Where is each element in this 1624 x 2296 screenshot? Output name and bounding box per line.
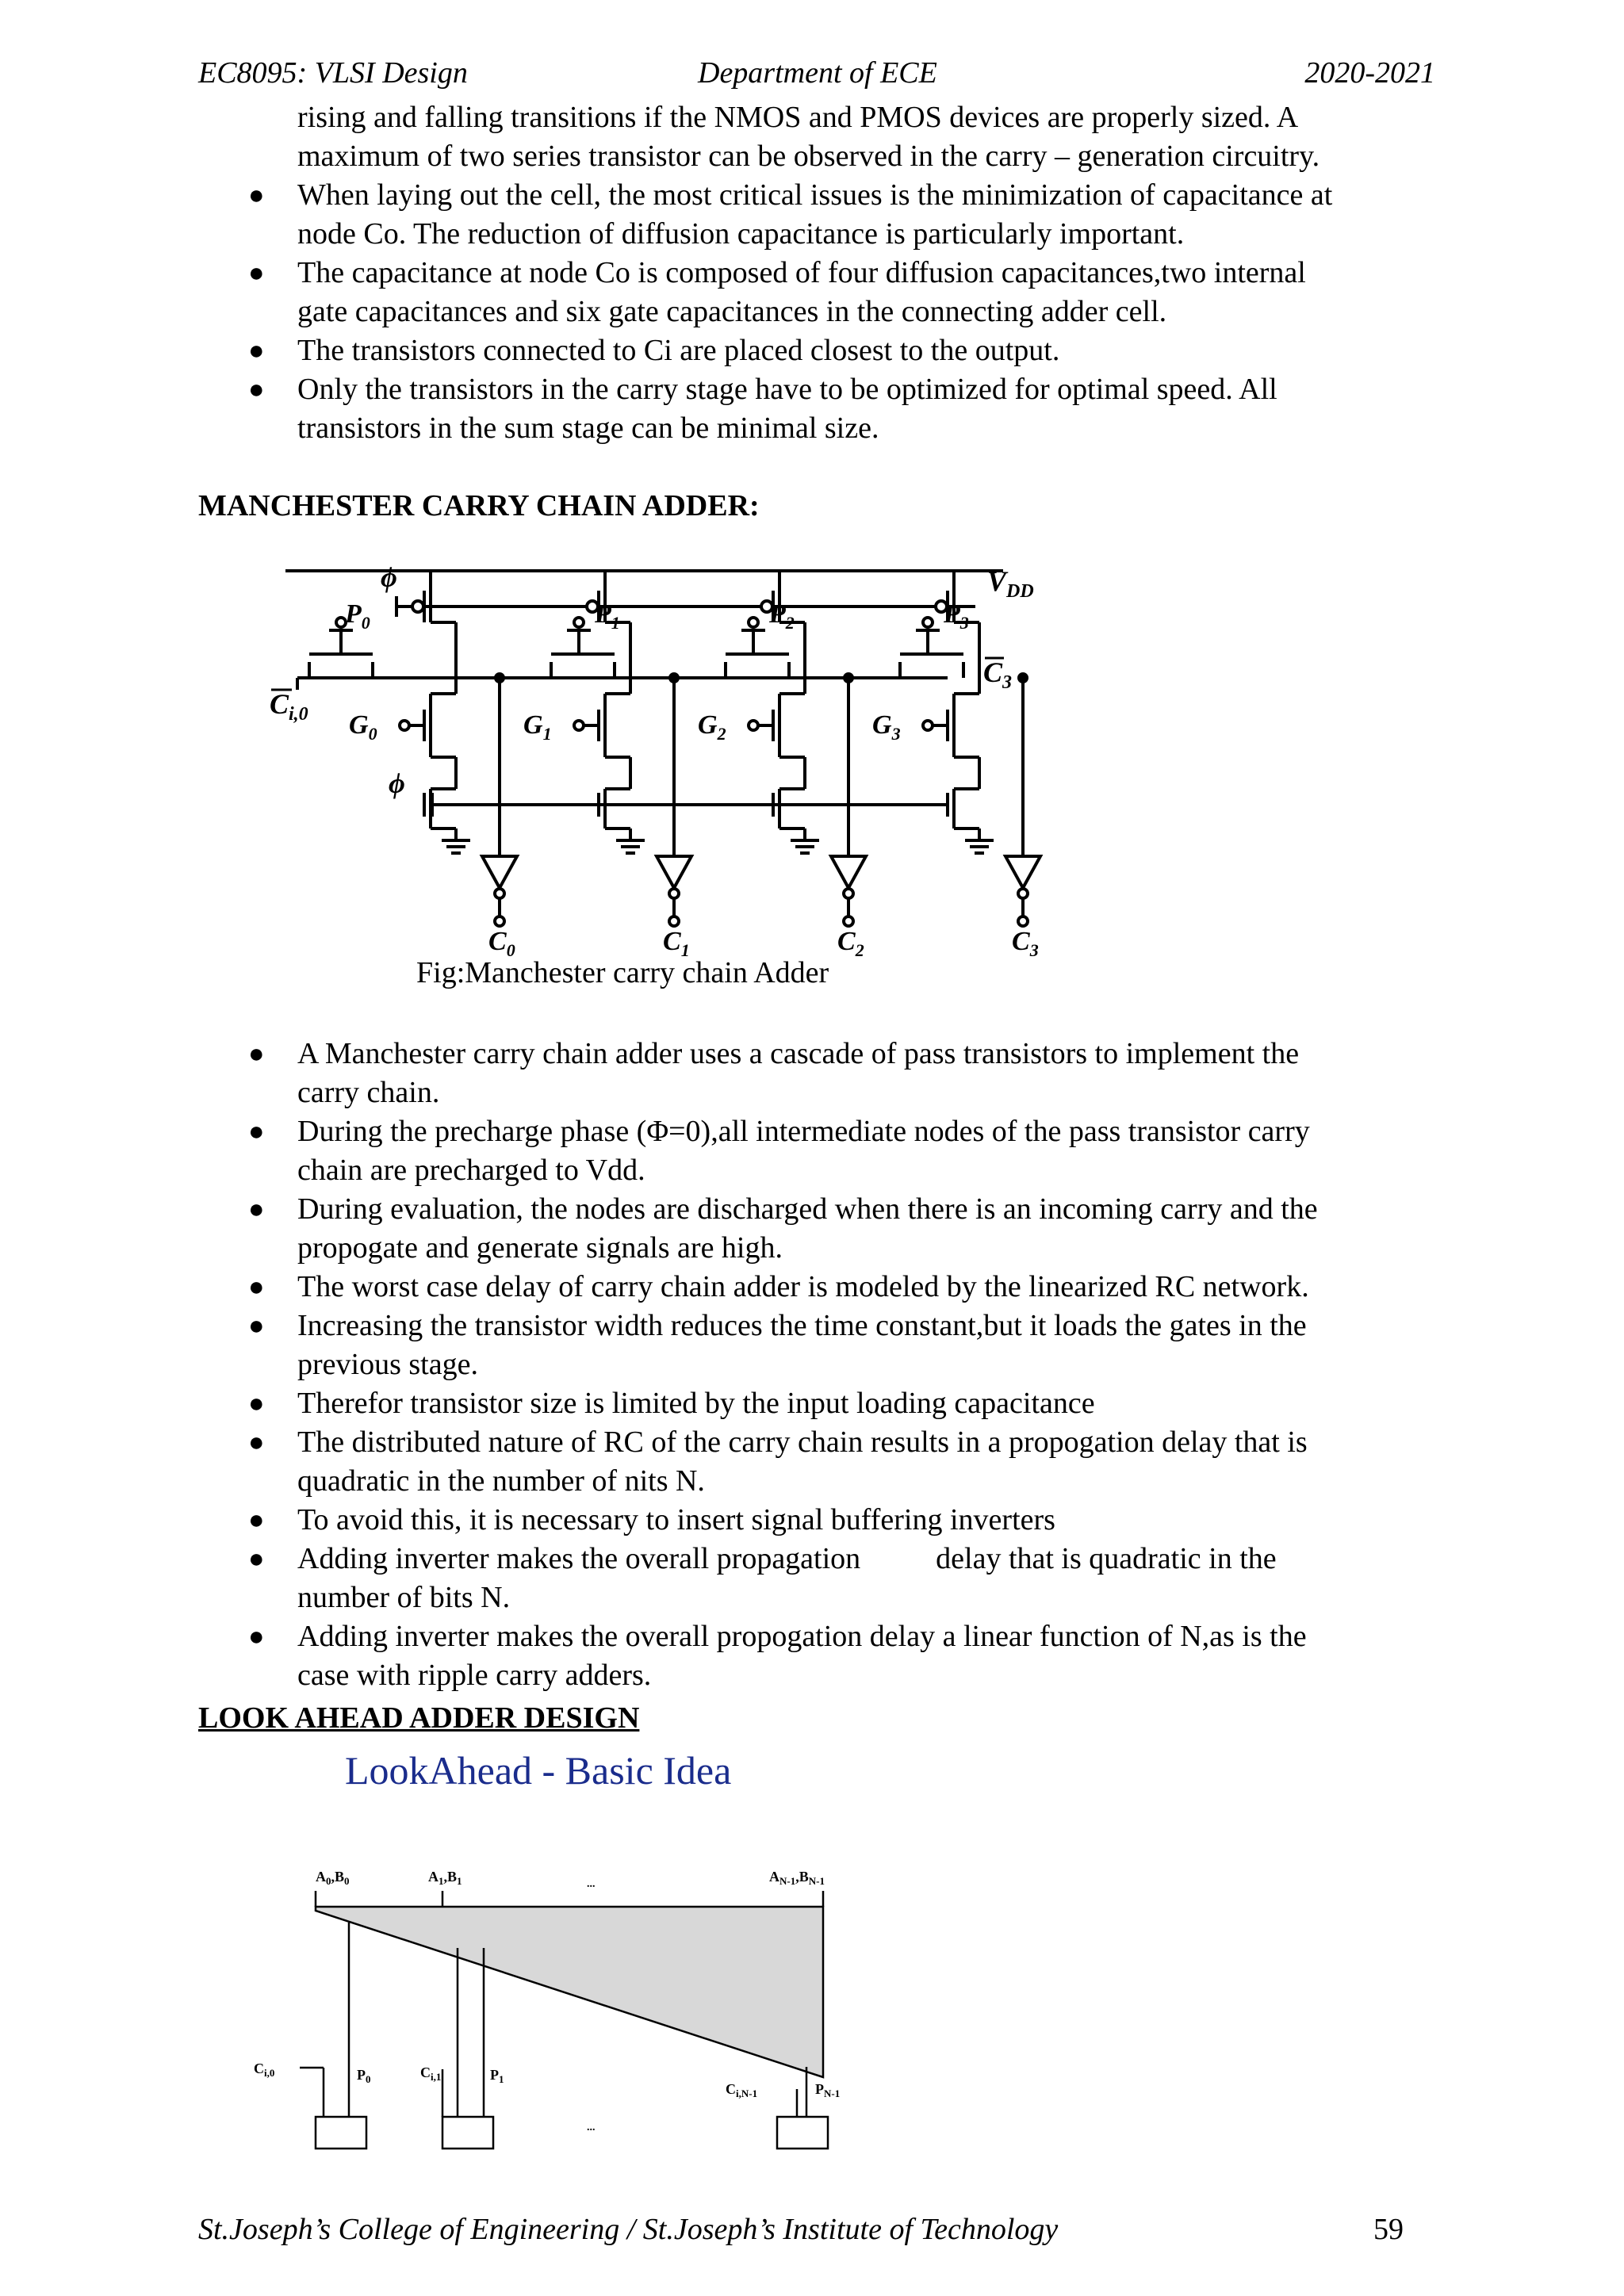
- svg-text:AN-1,BN-1: $A_{N-1},B_{N-1}$: [769, 1869, 825, 1887]
- svg-text:G2: $G_2$: [698, 710, 726, 744]
- svg-text:P0: $P_0$: [357, 2067, 371, 2085]
- svg-text:P0: $P_0$: [345, 599, 370, 633]
- svg-text:G3: $G_3$: [872, 710, 901, 744]
- svg-text:ϕ: [381, 561, 397, 593]
- bullet-icon: ●: [248, 1195, 265, 1224]
- svg-text:P3: $P_3$: [944, 599, 969, 633]
- page-footer: [198, 2212, 1404, 2252]
- bullet-icon: ●: [248, 1117, 265, 1146]
- bullet-icon: ●: [248, 375, 265, 404]
- footer-institution: St.Joseph’s College of Engineering / St.Joseph’s Institute of Technology: [198, 2213, 1059, 2246]
- bullet-icon: ●: [248, 336, 265, 365]
- intro-continuation-line-1: rising and falling transitions if the NMOS and PMOS devices are properly sized. A: [297, 101, 1299, 134]
- svg-text:A1,B1: $A_1,B_1$: [428, 1869, 462, 1887]
- ci1-label: C: [420, 2064, 431, 2080]
- bullet-icon: ●: [248, 1389, 265, 1418]
- list-item: ● When laying out the cell, the most critical issues is the minimization of capacitance at node Co. The reduction of diffusion capacitance is particularly important.: [198, 176, 1435, 254]
- svg-text:Ci,N-1: $C_{i,N-1}$: [726, 2081, 758, 2099]
- list-item: ● A Manchester carry chain adder uses a cascade of pass transistors to implement the carry chain.: [198, 1035, 1435, 1112]
- bullet-icon: ●: [248, 1544, 265, 1574]
- list-item: ● The capacitance at node Co is composed of four diffusion capacitances,two internal gate capacitances and six gate capacitances in the connecting adder cell.: [198, 254, 1435, 331]
- list-item: ● Increasing the transistor width reduces the time constant,but it loads the gates in the previous stage.: [198, 1307, 1435, 1384]
- ellipsis-bottom: ...: [587, 2122, 596, 2133]
- p3-label: P: [944, 599, 960, 629]
- phi-label-bottom: ϕ: [389, 767, 405, 799]
- bullet-icon: ●: [248, 181, 265, 210]
- an-bn-label: A: [769, 1869, 779, 1885]
- c3-label: C: [1012, 927, 1030, 956]
- list-item: ● During evaluation, the nodes are discharged when there is an incoming carry and the propogate and generate signals are high.: [198, 1190, 1435, 1268]
- p1-label: P: [490, 2067, 499, 2083]
- bullet-icon: ●: [248, 1506, 265, 1535]
- list-item: ● Adding inverter makes the overall propagation delay that is quadratic in the number of bits N.: [198, 1540, 1435, 1617]
- svg-text:A0,B0: $A_0,B_0$: [316, 1869, 350, 1887]
- vdd-label: V: [987, 565, 1007, 597]
- bullet-icon: ●: [248, 1311, 265, 1341]
- c1-label: C: [663, 927, 681, 956]
- a0b0-label: A: [316, 1869, 326, 1885]
- c0-label: C: [488, 927, 507, 956]
- ellipsis-top: ...: [587, 1878, 596, 1890]
- list-item: ● Therefor transistor size is limited by the input loading capacitance: [198, 1384, 1435, 1423]
- pn-label: P: [815, 2081, 824, 2097]
- svg-text:Ci,0: $C_{i,0}$: [254, 2061, 275, 2079]
- g3-label: G: [872, 710, 892, 740]
- list-item: ● Only the transistors in the carry stage have to be optimized for optimal speed. All transistors in the sum stage can be minimal size.: [198, 370, 1435, 448]
- bullet-icon: ●: [248, 258, 265, 288]
- bullet-icon: ●: [248, 1622, 265, 1651]
- bullet-icon: ●: [248, 1039, 265, 1069]
- header-year: 2020-2021: [1304, 56, 1435, 90]
- manchester-heading: MANCHESTER CARRY CHAIN ADDER:: [198, 489, 760, 522]
- svg-text:Ci,0: $C_{i,0}$: [270, 688, 308, 725]
- svg-text:P1: $P_1$: [595, 599, 620, 633]
- g2-label: G: [698, 710, 718, 740]
- svg-text:G0: $G_0$: [349, 710, 377, 744]
- svg-text:C2: $C_2$: [837, 927, 864, 960]
- svg-text:G1: $G_1$: [523, 710, 552, 744]
- intro-bullet-list: [198, 176, 1435, 448]
- svg-text:P2: $P_2$: [769, 599, 795, 633]
- manchester-circuit-diagram: [270, 555, 1063, 960]
- svg-text:C3: $C_3$: [1012, 927, 1039, 960]
- list-item: ● To avoid this, it is necessary to insert signal buffering inverters: [198, 1501, 1435, 1540]
- manchester-bullet-list: [198, 1035, 1435, 1695]
- p2-label: P: [769, 599, 786, 629]
- lookahead-diagram: [254, 1740, 904, 2184]
- svg-text:C0: $C_0$: [488, 927, 515, 960]
- ci0-label: C: [254, 2061, 264, 2076]
- header-department: Department of ECE: [698, 56, 937, 90]
- p0-label: P: [357, 2067, 366, 2083]
- svg-text:Ci,1: $C_{i,1}$: [420, 2064, 442, 2083]
- manchester-figure-caption: Fig:Manchester carry chain Adder: [416, 956, 829, 989]
- c3-bar-label: C: [983, 656, 1003, 688]
- p1-label: P: [595, 599, 611, 629]
- svg-text:PN-1: $P_{N-1}$: [815, 2081, 841, 2099]
- page-number: 59: [1373, 2213, 1404, 2246]
- c2-label: C: [837, 927, 856, 956]
- cin-label: C: [726, 2081, 736, 2097]
- bullet-icon: ●: [248, 1272, 265, 1302]
- a1b1-label: A: [428, 1869, 439, 1885]
- ci0-label: C: [270, 688, 289, 720]
- svg-text:ϕ: [389, 767, 405, 799]
- page-header: [198, 55, 1435, 95]
- bullet-icon: ●: [248, 1428, 265, 1457]
- list-item: ● The transistors connected to Ci are placed closest to the output.: [198, 331, 1435, 370]
- manchester-bullet-section: [198, 1035, 1435, 1695]
- list-item: ● Adding inverter makes the overall propogation delay a linear function of N,as is the case with ripple carry adders.: [198, 1617, 1435, 1695]
- svg-text:C1: $C_1$: [663, 927, 690, 960]
- g1-label: G: [523, 710, 543, 740]
- lookahead-heading: LOOK AHEAD ADDER DESIGN: [198, 1701, 640, 1735]
- svg-text:VDD: $V_{DD}$: [987, 565, 1034, 602]
- lookahead-title: LookAhead - Basic Idea: [345, 1748, 732, 1793]
- g0-label: G: [349, 710, 369, 740]
- p0-label: P: [345, 599, 362, 629]
- list-item: ● During the precharge phase (Φ=0),all intermediate nodes of the pass transistor carry chain are precharged to Vdd.: [198, 1112, 1435, 1190]
- list-item: ● The worst case delay of carry chain adder is modeled by the linearized RC network.: [198, 1268, 1435, 1307]
- header-course: EC8095: VLSI Design: [198, 56, 468, 90]
- svg-text:P1: $P_1$: [490, 2067, 504, 2085]
- svg-text:C3: $C_3$: [983, 656, 1013, 693]
- phi-label: ϕ: [381, 561, 397, 593]
- intro-section: [198, 98, 1435, 448]
- intro-continuation-line-2: maximum of two series transistor can be observed in the carry – generation circuitry.: [297, 140, 1320, 173]
- list-item: ● The distributed nature of RC of the carry chain results in a propogation delay that is quadratic in the number of nits N.: [198, 1423, 1435, 1501]
